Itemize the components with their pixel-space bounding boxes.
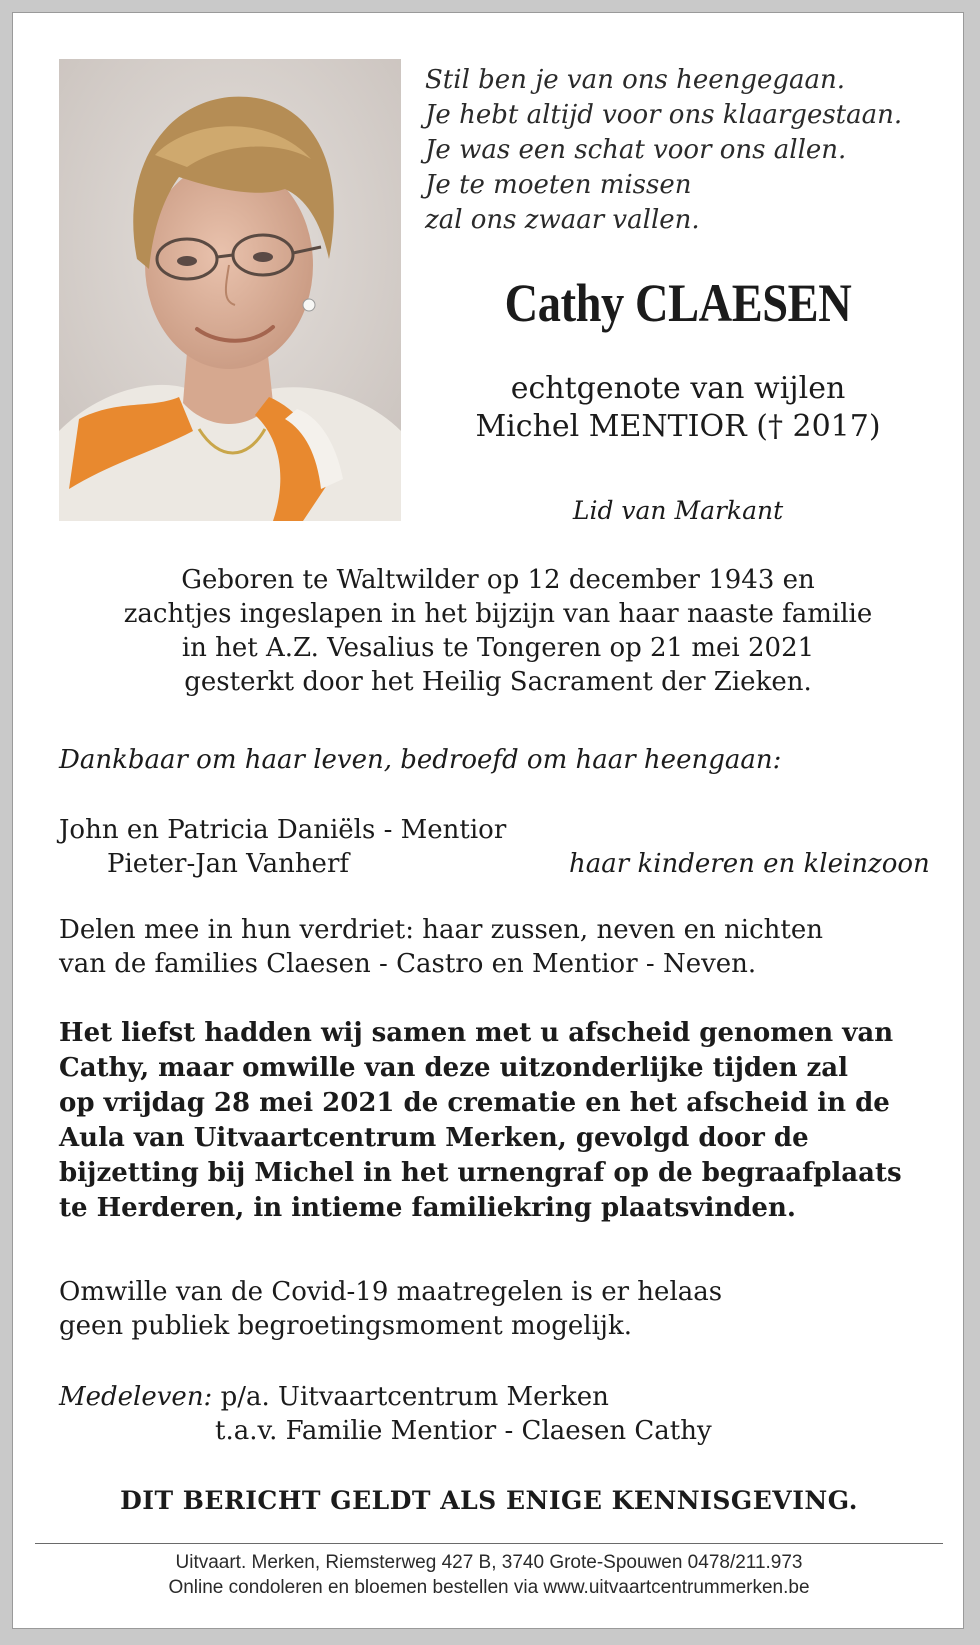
condolence-address-line1 — [59, 1380, 609, 1414]
text-line: geen publiek begroetingsmoment mogelijk. — [59, 1311, 632, 1341]
text-line: van de families Claesen - Castro en Mentior - Neven. — [59, 949, 757, 979]
poem-line: Je hebt altijd voor ons klaargestaan. — [425, 100, 903, 130]
portrait-photo-icon — [59, 59, 401, 521]
condolence-label: Medeleven: — [59, 1382, 213, 1412]
farewell-paragraph — [59, 1016, 949, 1226]
poem-line: Je was een schat voor ons allen. — [425, 135, 847, 165]
spouse-relation: echtgenote van wijlen — [510, 371, 846, 406]
condolence-address-line2: t.a.v. Familie Mentior - Claesen Cathy — [215, 1416, 712, 1446]
spouse-name: Michel MENTIOR († 2017) — [475, 409, 881, 444]
deceased-name: Cathy CLAESEN — [504, 273, 852, 333]
spouse-info — [413, 370, 943, 446]
poem-line: zal ons zwaar vallen. — [425, 205, 700, 235]
portrait-photo — [59, 59, 401, 521]
divider — [35, 1543, 943, 1544]
obituary-card — [12, 12, 964, 1629]
footer-address: Uitvaart. Merken, Riemsterweg 427 B, 3740 Grote-Spouwen 0478/211.973 — [175, 1552, 803, 1573]
text-line: Cathy, maar omwille van deze uitzonderlijke tijden zal — [59, 1053, 849, 1083]
footer-website: Online condoleren en bloemen bestellen via www.uitvaartcentrummerken.be — [168, 1577, 810, 1598]
poem-line: Je te moeten missen — [425, 170, 692, 200]
text-line: Geboren te Waltwilder op 12 december 1943 en — [181, 565, 815, 595]
text-line: Aula van Uitvaartcentrum Merken, gevolgd door de — [59, 1123, 809, 1153]
text-line: bijzetting bij Michel in het urnengraf op de begraafplaats — [59, 1158, 902, 1188]
text-line: te Herderen, in intieme familiekring plaatsvinden. — [59, 1193, 796, 1223]
poem-line: Stil ben je van ons heengegaan. — [425, 65, 846, 95]
text-line: gesterkt door het Heilig Sacrament der Zieken. — [184, 667, 812, 697]
text-line: op vrijdag 28 mei 2021 de crematie en het afscheid in de — [59, 1088, 890, 1118]
text-line: zachtjes ingeslapen in het bijzijn van haar naaste familie — [123, 599, 873, 629]
text-line: Omwille van de Covid-19 maatregelen is er helaas — [59, 1277, 723, 1307]
membership-note: Lid van Markant — [572, 496, 784, 525]
official-notice: DIT BERICHT GELDT ALS ENIGE KENNISGEVING. — [120, 1486, 858, 1515]
covid-paragraph — [59, 1275, 939, 1343]
text-line: Delen mee in hun verdriet: haar zussen, neven en nichten — [59, 915, 824, 945]
family-children: John en Patricia Daniëls - Mentior — [59, 815, 507, 845]
condolence-address: p/a. Uitvaartcentrum Merken — [220, 1382, 609, 1412]
sharing-grief-paragraph — [59, 913, 939, 981]
text-line: in het A.Z. Vesalius te Tongeren op 21 mei 2021 — [181, 633, 815, 663]
family-role: haar kinderen en kleinzoon — [569, 849, 930, 879]
text-line: Het liefst hadden wij samen met u afscheid genomen van — [59, 1018, 894, 1048]
family-grandson: Pieter-Jan Vanherf — [107, 849, 349, 879]
birth-death-paragraph — [43, 563, 953, 699]
memorial-poem — [425, 63, 945, 238]
funeral-home-footer — [13, 1550, 965, 1600]
grateful-line: Dankbaar om haar leven, bedroefd om haar heengaan: — [59, 745, 782, 775]
